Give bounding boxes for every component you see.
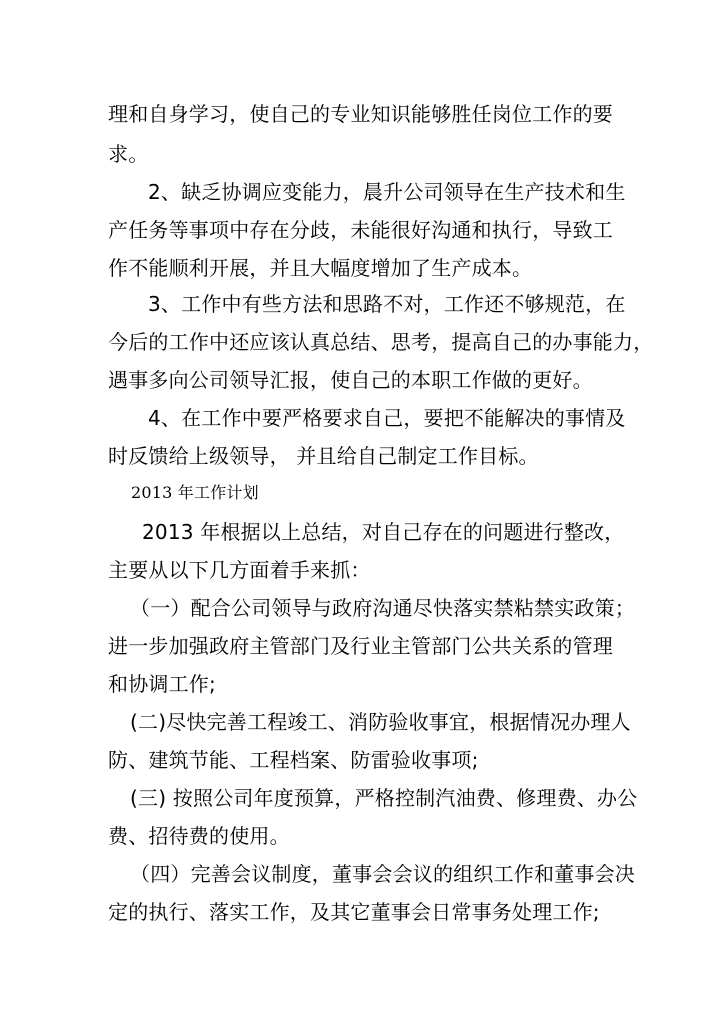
list-item-4-line: 4、在工作中要严格要求自己，要把不能解决的事情及 (148, 406, 626, 430)
paragraph-line: 作不能顺利开展，并且大幅度增加了生产成本。 (108, 256, 533, 280)
paragraph-line: 求。 (108, 142, 149, 166)
paragraph-line: 防、建筑节能、工程档案、防雷验收事项; (108, 748, 479, 772)
plan-item-2-line: (二)尽快完善工程竣工、消防验收事宜，根据情况办理人 (130, 710, 631, 734)
paragraph-line: 产任务等事项中存在分歧，未能很好沟通和执行，导致工 (108, 218, 613, 242)
paragraph-line: 费、招待费的使用。 (108, 824, 290, 848)
paragraph-line: 和协调工作; (108, 672, 216, 696)
plan-item-1-line: （一）配合公司领导与政府沟通尽快落实禁粘禁实政策； (130, 596, 635, 620)
plan-item-4-line: （四）完善会议制度，董事会会议的组织工作和董事会决 (130, 862, 635, 886)
paragraph-line: 遇事多向公司领导汇报，使自己的本职工作做的更好。 (108, 368, 593, 392)
section-heading: 2013 年工作计划 (131, 483, 259, 502)
paragraph-line: 时反馈给上级领导， 并且给自己制定工作目标。 (108, 444, 539, 468)
list-item-2-line: 2、缺乏协调应变能力，晨升公司领导在生产技术和生 (148, 180, 626, 204)
paragraph-line: 定的执行、落实工作，及其它董事会日常事务处理工作; (108, 900, 600, 924)
paragraph-line: 进一步加强政府主管部门及行业主管部门公共关系的管理 (108, 634, 613, 658)
list-item-3-line: 3、工作中有些方法和思路不对，工作还不够规范，在 (148, 292, 626, 316)
paragraph-line: 2013 年根据以上总结，对自己存在的问题进行整改， (142, 520, 625, 544)
paragraph-line: 今后的工作中还应该认真总结、思考，提高自己的办事能力， (108, 330, 654, 354)
paragraph-line: 理和自身学习，使自己的专业知识能够胜任岗位工作的要 (108, 102, 613, 126)
plan-item-3-line: (三) 按照公司年度预算，严格控制汽油费、修理费、办公 (130, 786, 638, 810)
paragraph-line: 主要从以下几方面着手来抓： (108, 558, 371, 582)
